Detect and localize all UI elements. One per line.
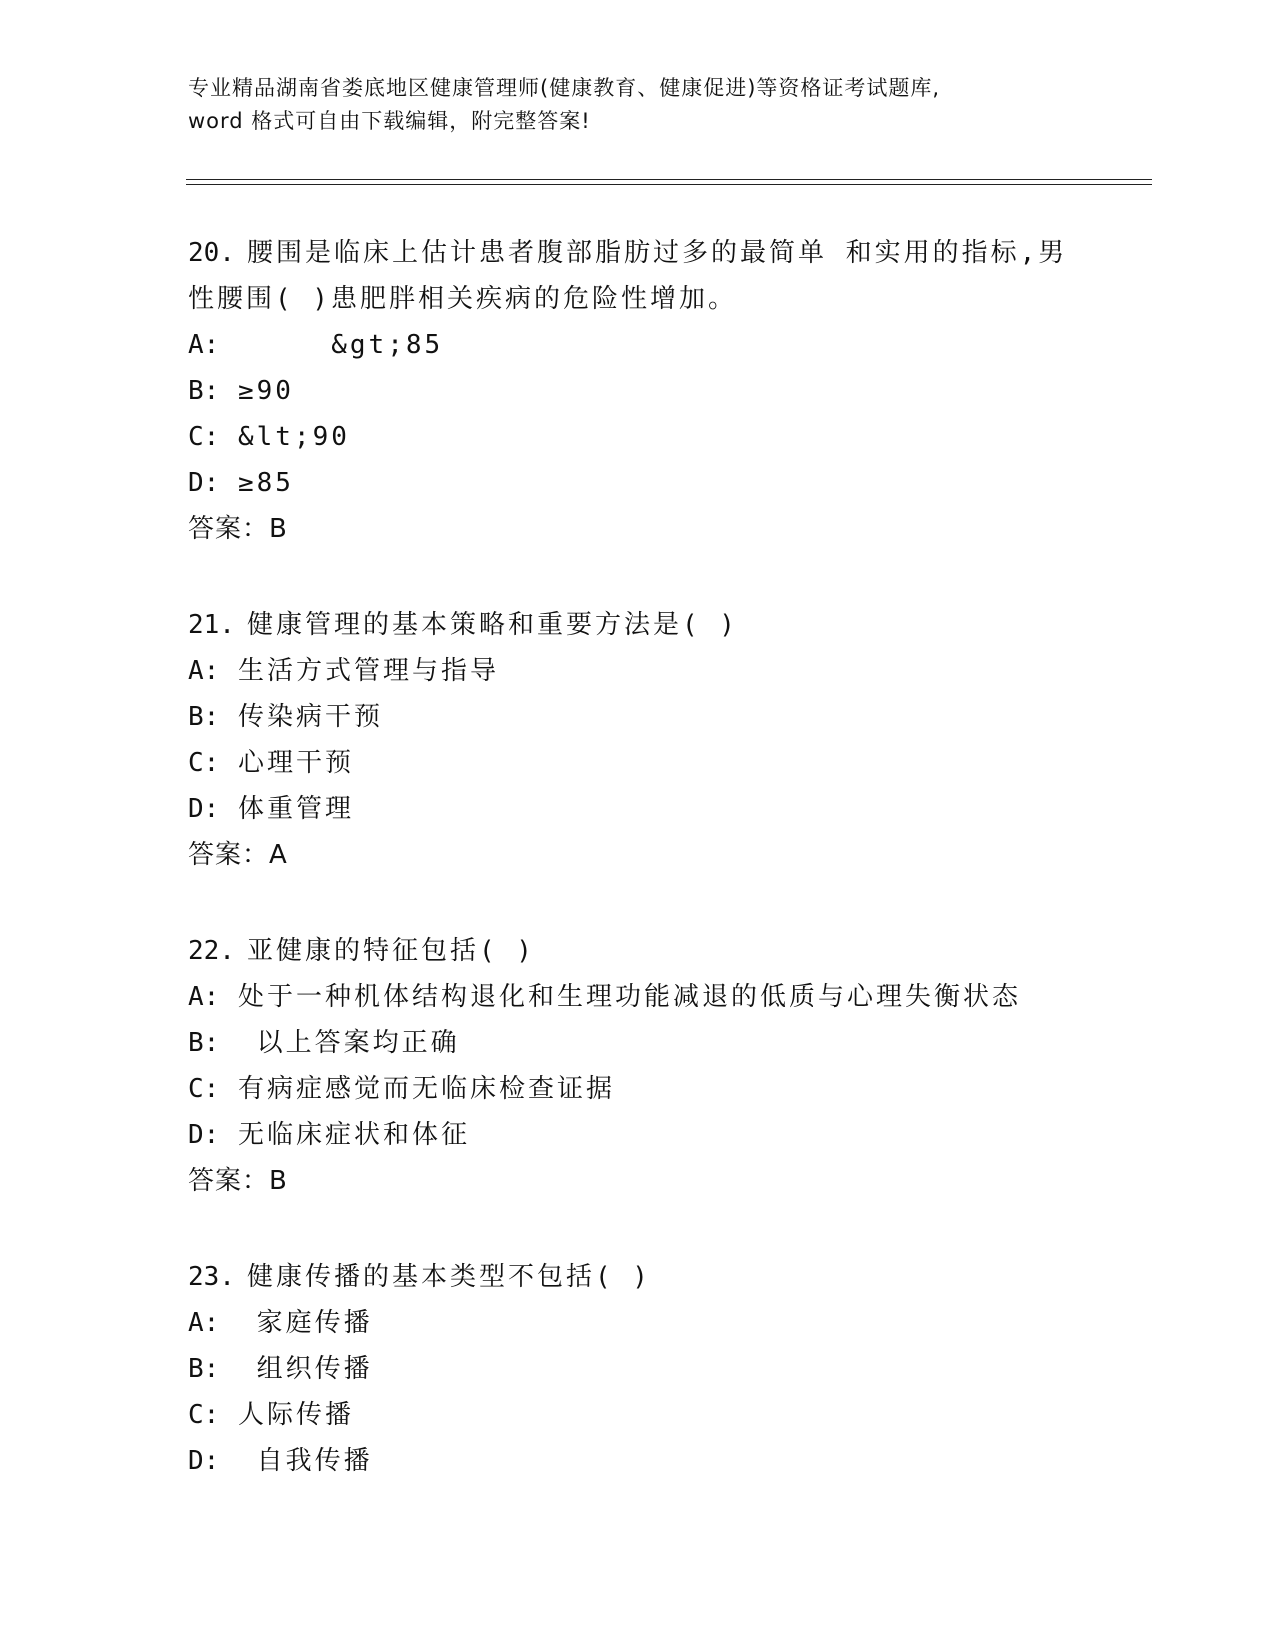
question-stem (188, 602, 1148, 648)
option-d (188, 1112, 1148, 1158)
question-21 (188, 602, 1148, 878)
option-c (188, 414, 1148, 460)
option-text: 以上答案均正确 (219, 1028, 460, 1058)
option-b (188, 694, 1148, 740)
option-text: 有病症感觉而无临床检查证据 (219, 1074, 615, 1104)
option-c (188, 1392, 1148, 1438)
option-key: A: (188, 1308, 220, 1338)
question-stem-line-1: 健康传播的基本类型不包括( ) (246, 1262, 651, 1292)
option-d (188, 1438, 1148, 1484)
question-22 (188, 928, 1148, 1204)
option-text: &lt;90 (219, 422, 350, 452)
answer-label: 答案：B (188, 514, 288, 544)
option-text: 人际传播 (219, 1400, 354, 1430)
header-rule-top (186, 179, 1152, 180)
option-key: B: (188, 702, 220, 732)
option-text: 体重管理 (219, 794, 354, 824)
question-20 (188, 230, 1148, 552)
option-d (188, 786, 1148, 832)
option-key: B: (188, 1354, 220, 1384)
option-key: C: (188, 748, 220, 778)
answer-label: 答案：B (188, 1166, 288, 1196)
option-key: D: (188, 1120, 220, 1150)
option-c (188, 740, 1148, 786)
option-key: D: (188, 468, 220, 498)
question-23 (188, 1254, 1148, 1484)
question-stem-line-1: 腰围是临床上估计患者腹部脂肪过多的最简单 和实用的指标,男 (246, 238, 1068, 268)
option-text: 生活方式管理与指导 (219, 656, 499, 686)
question-number: 20. (188, 238, 235, 268)
option-key: C: (188, 1400, 220, 1430)
option-a (188, 322, 1148, 368)
option-text: 传染病干预 (219, 702, 383, 732)
question-list (188, 230, 1148, 1534)
option-c (188, 1066, 1148, 1112)
option-a (188, 1300, 1148, 1346)
question-stem-line-2: 性腰围( )患肥胖相关疾病的危险性增加。 (188, 284, 737, 314)
question-stem (188, 230, 1148, 276)
question-number: 23. (188, 1262, 235, 1292)
question-stem (188, 1254, 1148, 1300)
option-text: 家庭传播 (219, 1308, 373, 1338)
question-stem-line-1: 健康管理的基本策略和重要方法是( ) (246, 610, 738, 640)
option-a (188, 648, 1148, 694)
answer-label: 答案：A (188, 840, 288, 870)
option-text: 处于一种机体结构退化和生理功能减退的低质与心理失衡状态 (219, 982, 1021, 1012)
header-rule-bottom (186, 184, 1152, 185)
option-text: 心理干预 (219, 748, 354, 778)
option-text: ≥90 (219, 376, 294, 406)
option-key: D: (188, 794, 220, 824)
option-b (188, 1346, 1148, 1392)
document-header (188, 72, 1088, 138)
question-number: 21. (188, 610, 235, 640)
option-key: C: (188, 1074, 220, 1104)
option-key: A: (188, 656, 220, 686)
header-line-1: 专业精品湖南省娄底地区健康管理师(健康教育、健康促进)等资格证考试题库, (188, 76, 941, 100)
option-text: &gt;85 (219, 330, 444, 360)
option-key: A: (188, 330, 220, 360)
header-line-2: word 格式可自由下载编辑，附完整答案! (188, 109, 591, 133)
question-stem (188, 928, 1148, 974)
option-key: C: (188, 422, 220, 452)
option-b (188, 368, 1148, 414)
option-text: 组织传播 (219, 1354, 373, 1384)
option-key: D: (188, 1446, 220, 1476)
option-key: B: (188, 376, 220, 406)
option-text: 无临床症状和体征 (219, 1120, 470, 1150)
option-d (188, 460, 1148, 506)
question-number: 22. (188, 936, 235, 966)
question-stem-line-1: 亚健康的特征包括( ) (246, 936, 535, 966)
option-a (188, 974, 1148, 1020)
option-text: 自我传播 (219, 1446, 373, 1476)
option-text: ≥85 (219, 468, 294, 498)
option-key: B: (188, 1028, 220, 1058)
option-key: A: (188, 982, 220, 1012)
option-b (188, 1020, 1148, 1066)
